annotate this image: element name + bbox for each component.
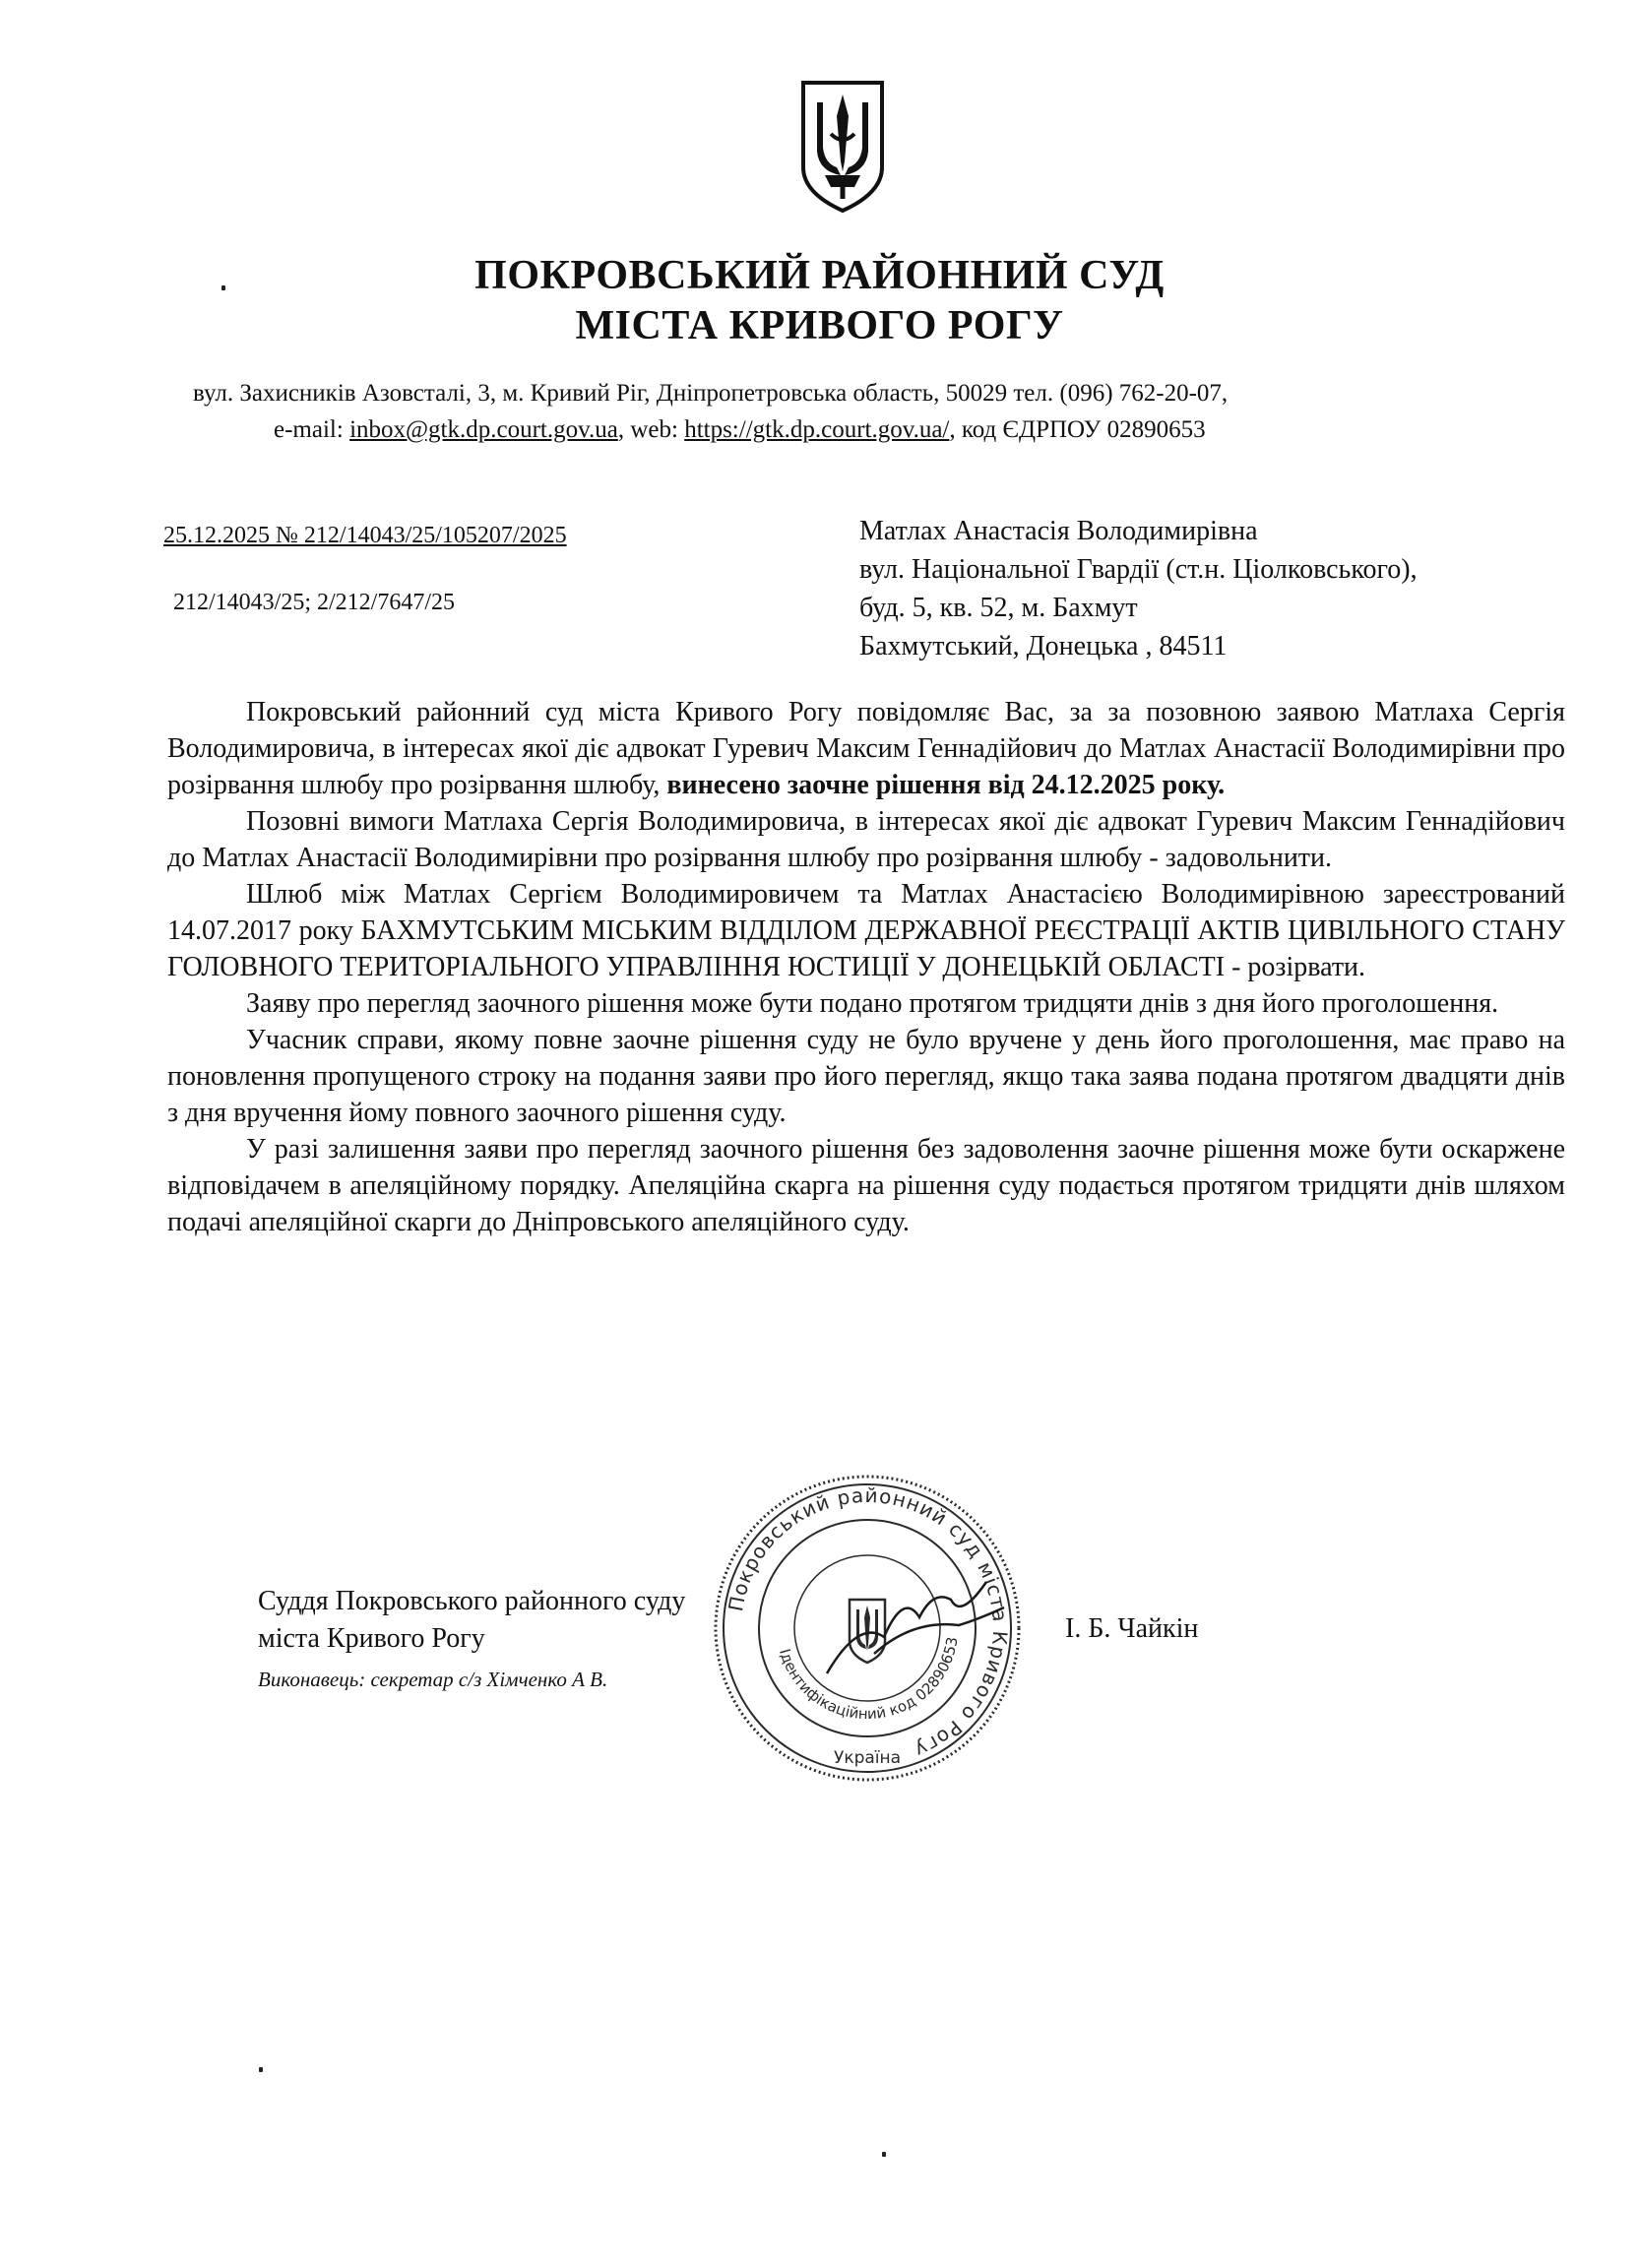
coat-of-arms-icon	[795, 77, 890, 215]
recipient-address-line-1: вул. Національної Гвардії (ст.н. Ціолковського),	[859, 554, 1418, 585]
outgoing-number: 25.12.2025 № 212/14043/25/105207/2025	[163, 523, 567, 548]
paragraph-appeal: У разі залишення заяви про перегляд заочного рішення без задоволення заочне рішення може бути оскаржене відповідачем в апеляційному порядку. Апеляційна скарга на рішення суду подається протягом тридцяти днів шляхом подачі апеляційної скарги до Дніпровського апеляційного суду.	[167, 1134, 1565, 1237]
letter-body	[167, 694, 1565, 1240]
paragraph-notification-text: Покровський районний суд міста Кривого Рогу повідомляє Вас, за за позовною заявою Матлаха Сергія Володимировича, в інтересах якої діє адвокат Гуревич Максим Геннадійович до Матлах Анастасії Володимирівни про розірвання шлюбу про розірвання шлюбу,	[167, 697, 1565, 800]
web-label: , web:	[617, 416, 685, 443]
recipient-address-line-2: буд. 5, кв. 52, м. Бахмут	[859, 593, 1138, 623]
paragraph-review-term: Заяву про перегляд заочного рішення може бути подано протягом тридцяти днів з дня його проголошення.	[246, 988, 1499, 1019]
email-label: e-mail:	[274, 416, 350, 443]
seal-trident-icon	[850, 1600, 885, 1663]
court-contacts	[274, 413, 1206, 447]
paragraph-claims: Позовні вимоги Матлаха Сергія Володимировича, в інтересах якої діє адвокат Гуревич Максим Геннадійович до Матлах Анастасії Володимирівни про розірвання шлюбу про розірвання шлюбу - задовольнити.	[167, 806, 1565, 873]
judge-title-line-2: міста Кривого Рогу	[258, 1623, 485, 1654]
judge-name: І. Б. Чайкін	[1065, 1613, 1199, 1644]
judge-signature	[827, 1582, 1004, 1673]
case-numbers: 212/14043/25; 2/212/7647/25	[173, 590, 456, 615]
court-name-line-2: МІСТА КРИВОГО РОГУ	[575, 303, 1064, 348]
court-seal	[711, 1472, 1024, 1785]
recipient-block	[859, 512, 1418, 665]
judge-title-line-1: Суддя Покровського районного суду	[258, 1586, 686, 1616]
decision-date-bold: винесено заочне рішення від 24.12.2025 року.	[666, 770, 1226, 800]
svg-text:Україна: Україна	[833, 1748, 902, 1768]
court-address: вул. Захисників Азовсталі, 3, м. Кривий Ріг, Дніпропетровська область, 50029 тел. (096) 762-20-07,	[193, 380, 1229, 407]
scan-mark	[221, 285, 225, 290]
paragraph-marriage: Шлюб між Матлах Сергієм Володимировичем та Матлах Анастасією Володимирівною зареєстрований 14.07.2017 року БАХМУТСЬКИМ МІСЬКИМ ВІДДІЛОМ ДЕРЖАВНОЇ РЕЄСТРАЦІЇ АКТІВ ЦИВІЛЬНОГО СТАНУ ГОЛОВНОГО ТЕРИТОРІАЛЬНОГО УПРАВЛІННЯ ЮСТИЦІЇ У ДОНЕЦЬКІЙ ОБЛАСТІ - розірвати.	[167, 879, 1565, 982]
svg-text:Покровський районний суд міста: Покровський районний суд міста Кривого Рогу	[724, 1482, 1013, 1763]
scan-mark	[882, 2152, 886, 2157]
web-link[interactable]: https://gtk.dp.court.gov.ua/	[684, 416, 950, 443]
scan-mark	[259, 2067, 263, 2072]
edrpou-code: , код ЄДРПОУ 02890653	[949, 416, 1206, 443]
recipient-name: Матлах Анастасія Володимирівна	[859, 516, 1258, 546]
executor-note: Виконавець: секретар с/з Хімченко А В.	[258, 1668, 608, 1691]
email-link[interactable]: inbox@gtk.dp.court.gov.ua	[349, 416, 618, 443]
court-name-line-1: ПОКРОВСЬКИЙ РАЙОННИЙ СУД	[474, 253, 1165, 298]
paragraph-notification	[167, 694, 1565, 803]
svg-text:Ідентифікаційний код 02890653: Ідентифікаційний код 02890653	[775, 1635, 962, 1724]
paragraph-renewal: Учасник справи, якому повне заочне рішення суду не було вручене у день його проголошення, має право на поновлення пропущеного строку на подання заяви про його перегляд, якщо така заява подана протягом двадцяти днів з дня вручення йому повного заочного рішення суду.	[167, 1025, 1565, 1128]
recipient-address-line-3: Бахмутський, Донецька , 84511	[859, 631, 1228, 662]
